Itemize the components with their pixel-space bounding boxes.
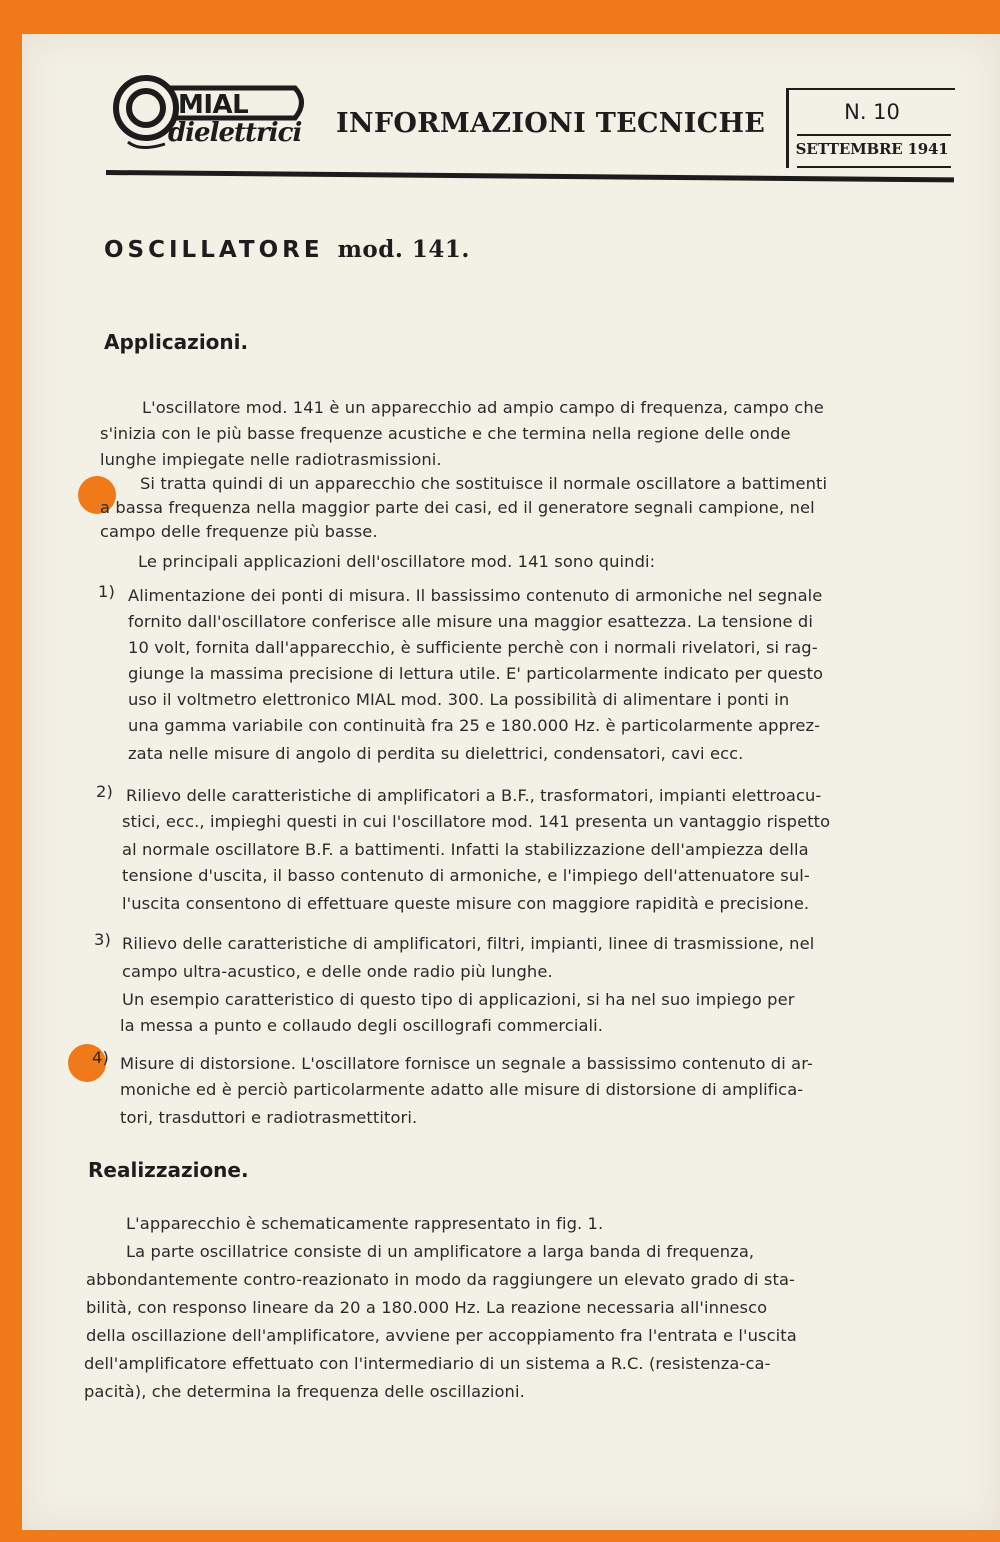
list-item-line: giunge la massima precisione di lettura utile. E' particolarmente indicato per questo (128, 664, 824, 683)
document-title (104, 236, 470, 263)
body-line: della oscillazione dell'amplificatore, avviene per accoppiamento fra l'entrata e l'uscita (86, 1326, 797, 1345)
list-item-line: l'uscita consentono di effettuare queste misure con maggiore rapidità e precisione. (122, 894, 810, 913)
list-item-line: fornito dall'oscillatore conferisce alle misure una maggior esattezza. La tensione di (128, 612, 813, 631)
section-heading-realizzazione: Realizzazione. (88, 1158, 249, 1182)
list-item-line: moniche ed è perciò particolarmente adatto alle misure di distorsione di amplifica- (120, 1080, 804, 1099)
list-item-line: tori, trasduttori e radiotrasmettitori. (120, 1108, 418, 1127)
mial-logo (110, 72, 310, 162)
body-line: s'inizia con le più basse frequenze acustiche e che termina nella regione delle onde (100, 424, 791, 443)
list-item-line: stici, ecc., impieghi questi in cui l'oscillatore mod. 141 presenta un vantaggio rispetto (122, 812, 831, 831)
header-title: INFORMAZIONI TECNICHE (336, 108, 766, 139)
body-line: abbondantemente contro-reazionato in modo da raggiungere un elevato grado di sta- (86, 1270, 796, 1289)
list-item-line: Misure di distorsione. L'oscillatore fornisce un segnale a bassissimo contenuto di ar- (120, 1054, 813, 1073)
body-line: Le principali applicazioni dell'oscillatore mod. 141 sono quindi: (138, 552, 656, 571)
logo-sub-text: dielettrici (168, 118, 302, 148)
list-item-line: tensione d'uscita, il basso contenuto di armoniche, e l'impiego dell'attenuatore sul- (122, 866, 810, 885)
list-item-line: Rilievo delle caratteristiche di amplificatori a B.F., trasformatori, impianti elettroacu- (126, 786, 822, 805)
list-item-line: campo ultra-acustico, e delle onde radio più lunghe. (122, 962, 553, 981)
body-line: pacità), che determina la frequenza delle oscillazioni. (84, 1382, 525, 1401)
list-item-line: 10 volt, fornita dall'apparecchio, è sufficiente perchè con i normali rivelatori, si rag- (128, 638, 818, 657)
list-item-number: 3) (94, 930, 111, 949)
list-item-line: la messa a punto e collaudo degli oscillografi commerciali. (120, 1016, 604, 1035)
body-line: bilità, con responso lineare da 20 a 180.000 Hz. La reazione necessaria all'innesco (86, 1298, 768, 1317)
issue-date: SETTEMBRE 1941 (795, 140, 949, 158)
body-line: L'oscillatore mod. 141 è un apparecchio ad ampio campo di frequenza, campo che (142, 398, 824, 417)
list-item-line: al normale oscillatore B.F. a battimenti. Infatti la stabilizzazione dell'ampiezza della (122, 840, 809, 859)
issue-number: N. 10 (844, 100, 900, 124)
list-item-number: 4) (92, 1048, 109, 1067)
list-item-number: 2) (96, 782, 113, 801)
title-name: OSCILLATORE (104, 237, 324, 263)
list-item-line: Alimentazione dei ponti di misura. Il bassissimo contenuto di armoniche nel segnale (128, 586, 823, 605)
issue-box (786, 88, 955, 168)
body-line: Si tratta quindi di un apparecchio che sostituisce il normale oscillatore a battimenti (140, 474, 828, 493)
title-model: mod. 141. (337, 236, 470, 263)
logo-brand-text: MIAL (178, 90, 249, 120)
list-item-line: Un esempio caratteristico di questo tipo di applicazioni, si ha nel suo impiego per (122, 990, 795, 1009)
list-item-line: Rilievo delle caratteristiche di amplificatori, filtri, impianti, linee di trasmissione, nel (122, 934, 815, 953)
body-line: L'apparecchio è schematicamente rappresentato in fig. 1. (126, 1214, 604, 1233)
list-item-number: 1) (98, 582, 115, 601)
issue-divider (797, 134, 951, 136)
section-heading-applicazioni: Applicazioni. (104, 330, 249, 354)
list-item-line: uso il voltmetro elettronico MIAL mod. 300. La possibilità di alimentare i ponti in (128, 690, 790, 709)
list-item-line: una gamma variabile con continuità fra 25 e 180.000 Hz. è particolarmente apprez- (128, 716, 821, 735)
issue-divider-bottom (797, 166, 951, 168)
body-line: La parte oscillatrice consiste di un amplificatore a larga banda di frequenza, (126, 1242, 755, 1261)
body-line: dell'amplificatore effettuato con l'intermediario di un sistema a R.C. (resistenza-ca- (84, 1354, 771, 1373)
body-line: lunghe impiegate nelle radiotrasmissioni. (100, 450, 442, 469)
body-line: campo delle frequenze più basse. (100, 522, 378, 541)
body-line: a bassa frequenza nella maggior parte dei casi, ed il generatore segnali campione, nel (100, 498, 815, 517)
list-item-line: zata nelle misure di angolo di perdita su dielettrici, condensatori, cavi ecc. (128, 744, 744, 763)
